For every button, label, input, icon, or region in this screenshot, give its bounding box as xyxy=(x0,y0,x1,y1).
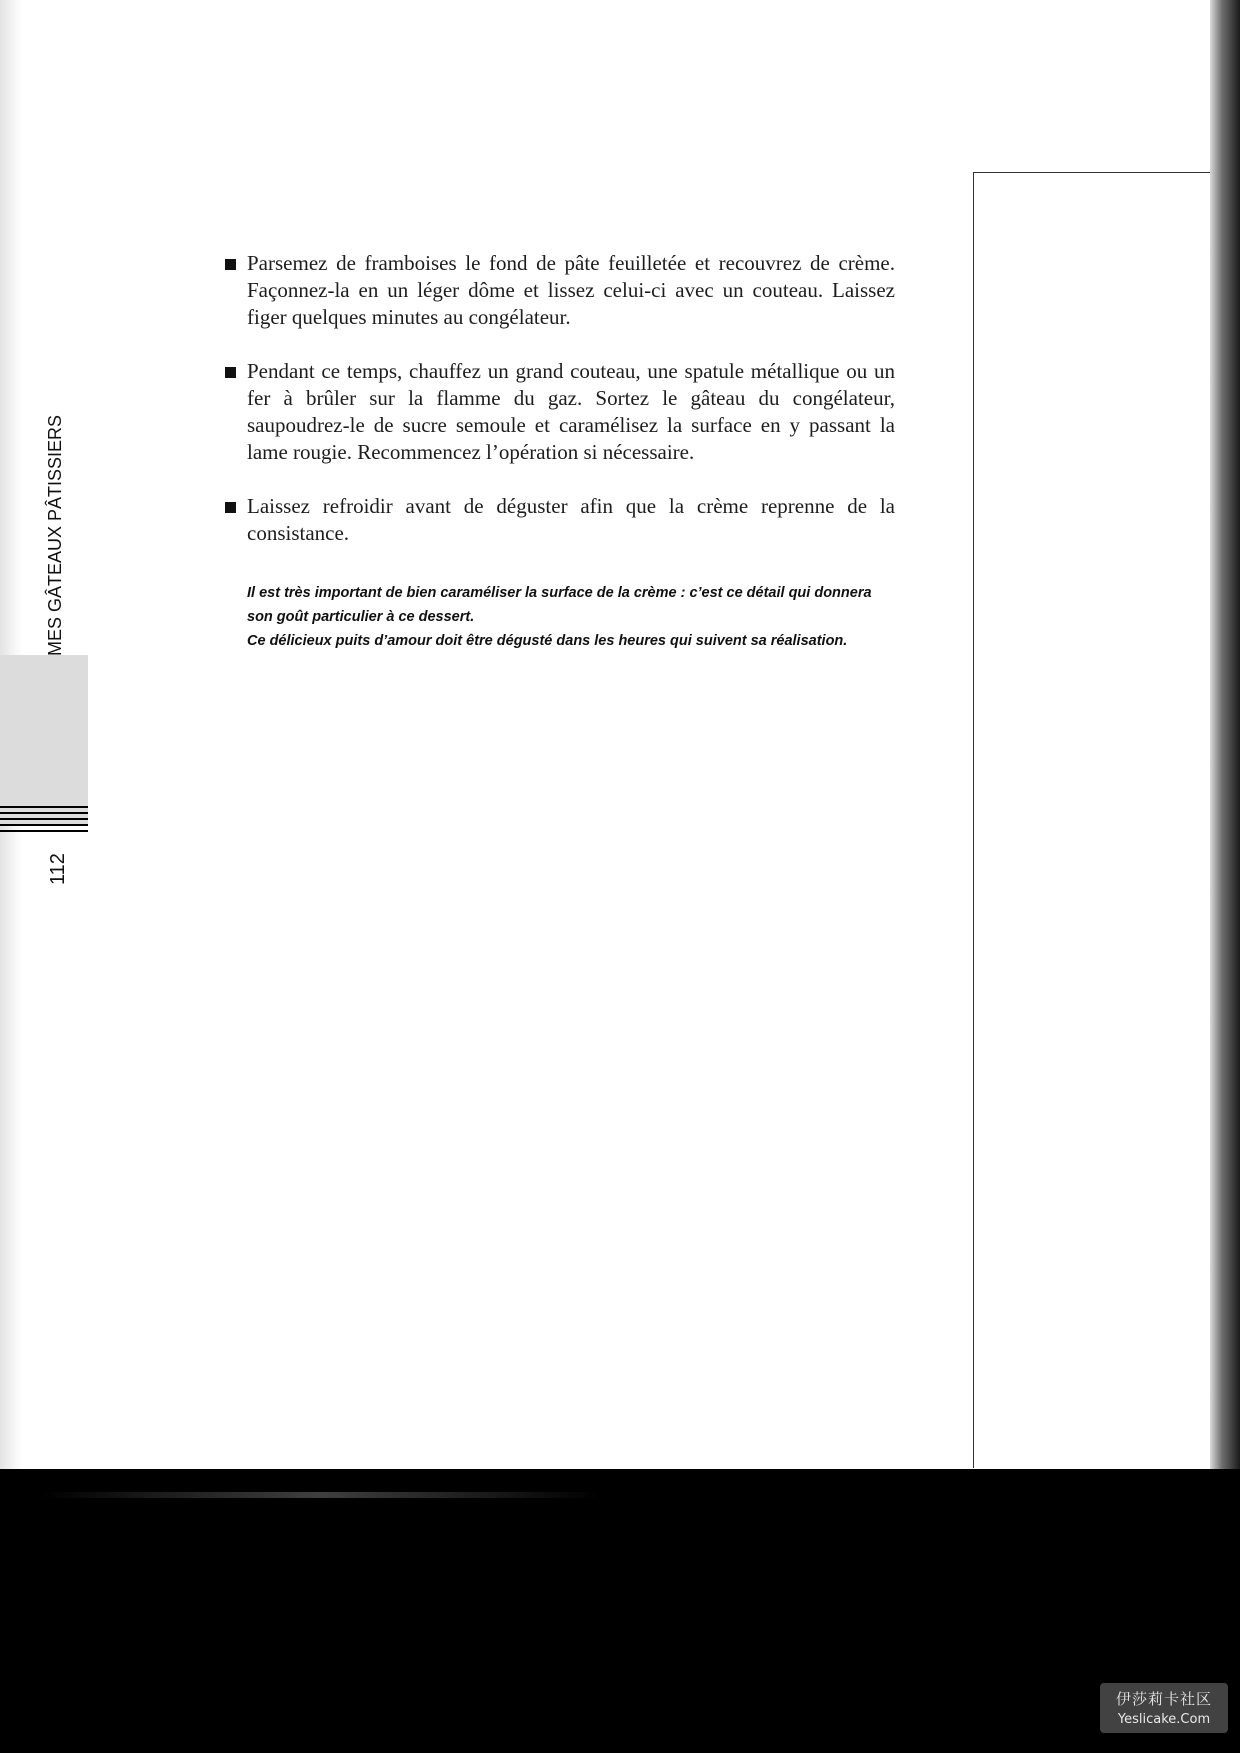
recipe-step-text: Pendant ce temps, chauffez un grand couteau, une spatule métallique ou un fer à brûler sur la flamme du gaz. Sortez le gâteau du congélateur, saupoudrez-le de sucre semoule et caramélisez la surface en y passant la lame rougie. Recommencez l’opération si nécessaire. xyxy=(247,359,895,464)
chef-tip-note xyxy=(247,581,895,653)
frame-top-rule xyxy=(973,172,1217,173)
side-chapter-title-text: MES GÂTEAUX PÂTISSIERS xyxy=(45,414,65,656)
recipe-step-text: Parsemez de framboises le fond de pâte feuilletée et recouvrez de crème. Façonnez-la en un léger dôme et lissez celui-ci avec un couteau. Laissez figer quelques minutes au congélateur. xyxy=(247,251,895,329)
side-chapter-title xyxy=(40,414,70,656)
page-number xyxy=(46,845,70,885)
stripe-line xyxy=(0,806,88,808)
stripe-line xyxy=(0,818,88,820)
site-watermark xyxy=(1100,1683,1228,1733)
chef-tip-line: Il est très important de bien caraméliser la surface de la crème : c’est ce détail qui donnera son goût particulier à ce dessert. xyxy=(247,585,872,625)
page-right-edge-shadow xyxy=(1210,0,1240,1470)
square-bullet-icon xyxy=(225,259,236,270)
recipe-step xyxy=(225,493,895,547)
stripe-line xyxy=(0,812,88,814)
watermark-line-1: 伊莎莉卡社区 xyxy=(1115,1690,1212,1708)
page-number-text: 112 xyxy=(47,853,69,885)
side-tab-stripes xyxy=(0,806,88,834)
recipe-step-text: Laissez refroidir avant de déguster afin que la crème reprenne de la consistance. xyxy=(247,494,895,545)
recipe-body xyxy=(225,250,895,653)
frame-left-rule xyxy=(973,172,974,1468)
watermark-line-2: Yeslicake.Com xyxy=(1117,1712,1211,1727)
square-bullet-icon xyxy=(225,502,236,513)
recipe-step xyxy=(225,250,895,331)
stripe-line xyxy=(0,830,88,832)
square-bullet-icon xyxy=(225,367,236,378)
scan-bottom-black-area xyxy=(0,1469,1240,1753)
chef-tip-line: Ce délicieux puits d’amour doit être dégusté dans les heures qui suivent sa réalisation. xyxy=(247,633,848,649)
side-tab-grey-band xyxy=(0,655,88,825)
recipe-step xyxy=(225,358,895,466)
scan-smudge xyxy=(40,1492,600,1498)
stripe-line xyxy=(0,824,88,826)
